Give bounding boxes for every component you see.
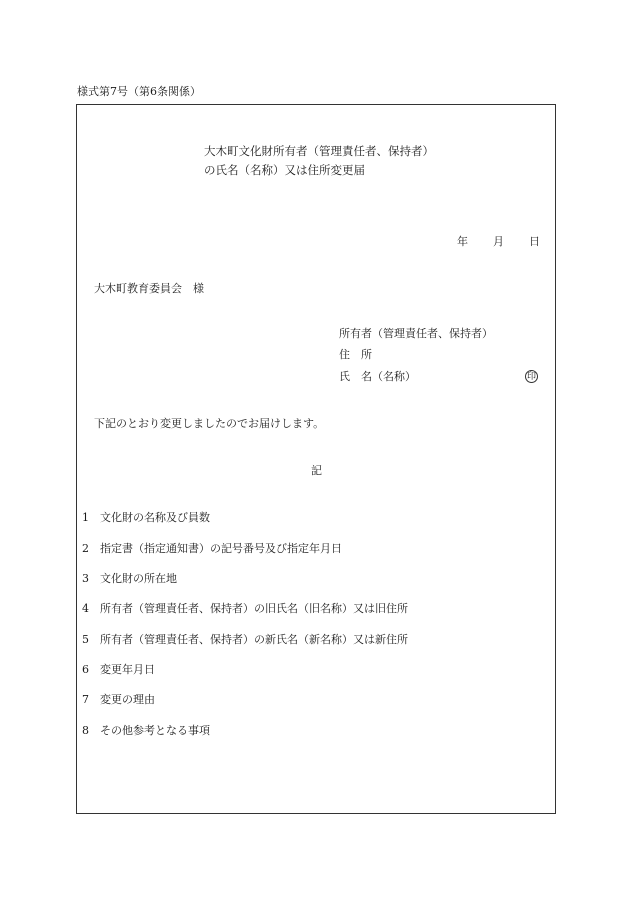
item-text: 所有者（管理責任者、保持者）の新氏名（新名称）又は新住所 (100, 633, 408, 646)
item-number: 1 (82, 511, 89, 524)
applicant-role-label: 所有者（管理責任者、保持者） (339, 327, 493, 340)
form-frame (76, 104, 556, 814)
item-text: 所有者（管理責任者、保持者）の旧氏名（旧名称）又は旧住所 (100, 602, 408, 615)
item-text: 変更年月日 (100, 663, 155, 676)
item-number: 7 (82, 693, 89, 706)
item-number: 4 (82, 602, 89, 615)
applicant-name-label: 氏 名（名称） (339, 370, 416, 383)
form-title-line-1: 大木町文化財所有者（管理責任者、保持者） (204, 144, 434, 158)
form-title-line-2: の氏名（名称）又は住所変更届 (204, 163, 365, 177)
item-text: 指定書（指定通知書）の記号番号及び指定年月日 (100, 542, 342, 555)
item-number: 6 (82, 663, 89, 676)
item-text: 文化財の所在地 (100, 572, 177, 585)
item-number: 3 (82, 572, 89, 585)
item-text: 変更の理由 (100, 693, 155, 706)
applicant-address-label: 住 所 (339, 348, 372, 361)
item-number: 5 (82, 633, 89, 646)
statement: 下記のとおり変更しましたのでお届けします。 (94, 417, 325, 430)
date-month-label: 月 (493, 235, 504, 248)
item-text: 文化財の名称及び員数 (100, 511, 210, 524)
date-year-label: 年 (457, 235, 468, 248)
date-day-label: 日 (529, 235, 540, 248)
seal-mark: 印 (526, 372, 536, 382)
form-number: 様式第7号（第6条関係） (77, 85, 201, 98)
item-number: 8 (82, 724, 89, 737)
item-text: その他参考となる事項 (100, 724, 210, 737)
addressee: 大木町教育委員会 様 (94, 282, 204, 295)
item-number: 2 (82, 542, 89, 555)
ki-heading: 記 (311, 464, 322, 477)
